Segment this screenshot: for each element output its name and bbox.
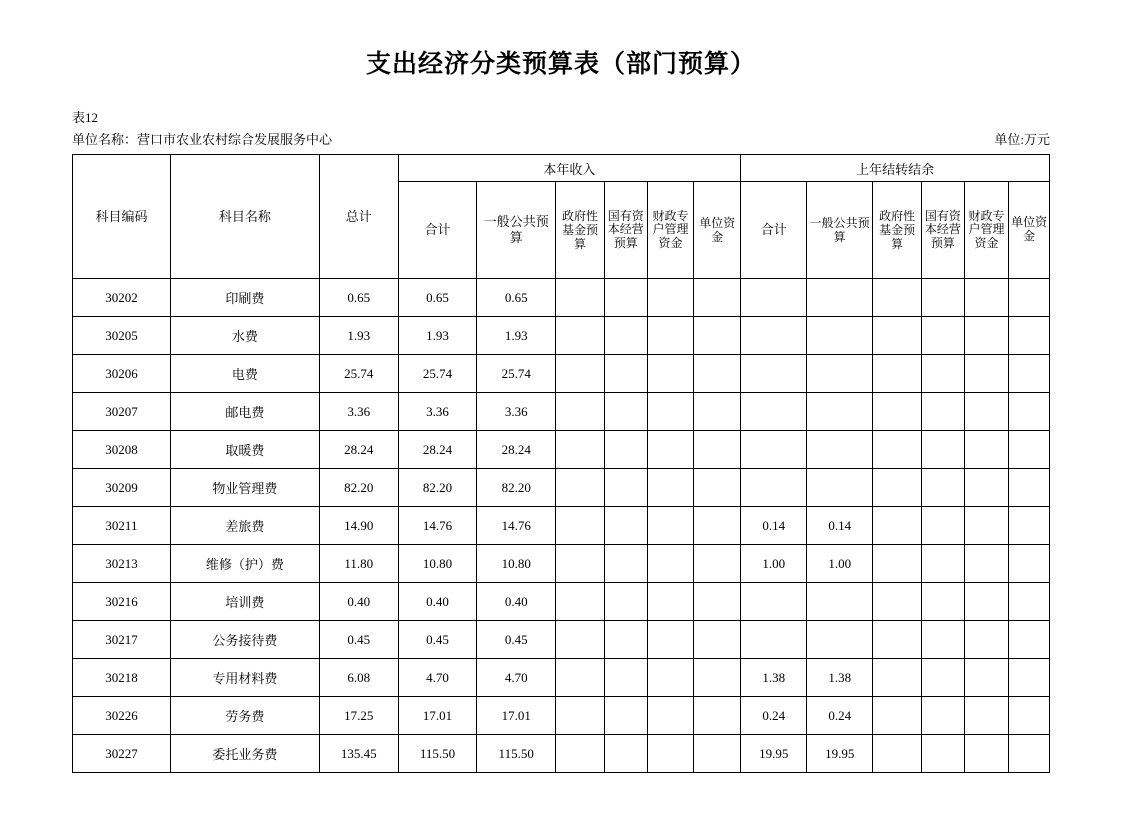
- cell-cy-gov-fund: [556, 431, 605, 469]
- cell-cy-sum: 82.20: [398, 469, 477, 507]
- cell-py-unit: [1009, 469, 1050, 507]
- cell-py-gov-fund: [873, 735, 922, 773]
- cell-total: 0.45: [319, 621, 398, 659]
- cell-cy-fin-special: [647, 355, 694, 393]
- table-row: [73, 317, 1050, 355]
- cell-cy-sum: 115.50: [398, 735, 477, 773]
- cell-py-fin-special: [964, 317, 1009, 355]
- cell-py-gov-fund: [873, 659, 922, 697]
- col-header-cy-general: 一般公共预算: [477, 182, 556, 279]
- cell-py-gov-fund: [873, 393, 922, 431]
- cell-py-gov-fund: [873, 431, 922, 469]
- cell-name: 专用材料费: [170, 659, 319, 697]
- document-meta: [72, 108, 1050, 150]
- cell-py-unit: [1009, 507, 1050, 545]
- cell-py-sum: [741, 355, 807, 393]
- cell-cy-unit: [694, 469, 741, 507]
- cell-cy-sum: 25.74: [398, 355, 477, 393]
- cell-cy-unit: [694, 317, 741, 355]
- cell-py-general: [807, 279, 873, 317]
- cell-cy-general: 82.20: [477, 469, 556, 507]
- cell-py-general: 0.14: [807, 507, 873, 545]
- cell-code: 30226: [73, 697, 171, 735]
- cell-py-fin-special: [964, 355, 1009, 393]
- cell-py-unit: [1009, 279, 1050, 317]
- col-header-py-general: 一般公共预算: [807, 182, 873, 279]
- cell-code: 30216: [73, 583, 171, 621]
- cell-cy-gov-fund: [556, 545, 605, 583]
- cell-total: 135.45: [319, 735, 398, 773]
- group-header-current-year-income: 本年收入: [398, 155, 741, 182]
- cell-total: 28.24: [319, 431, 398, 469]
- cell-py-soe-capital: [922, 545, 965, 583]
- cell-py-gov-fund: [873, 583, 922, 621]
- table-row: [73, 583, 1050, 621]
- cell-cy-soe-capital: [605, 659, 648, 697]
- cell-name: 委托业务费: [170, 735, 319, 773]
- cell-py-sum: 19.95: [741, 735, 807, 773]
- cell-code: 30205: [73, 317, 171, 355]
- table-row: [73, 735, 1050, 773]
- cell-cy-gov-fund: [556, 735, 605, 773]
- cell-cy-general: 17.01: [477, 697, 556, 735]
- cell-py-soe-capital: [922, 583, 965, 621]
- cell-cy-unit: [694, 621, 741, 659]
- cell-py-soe-capital: [922, 355, 965, 393]
- col-header-name: 科目名称: [170, 155, 319, 279]
- col-header-cy-soe-capital: 国有资本经营预算: [605, 182, 648, 279]
- table-row: [73, 621, 1050, 659]
- cell-cy-fin-special: [647, 659, 694, 697]
- cell-cy-gov-fund: [556, 469, 605, 507]
- cell-total: 82.20: [319, 469, 398, 507]
- cell-name: 维修（护）费: [170, 545, 319, 583]
- cell-cy-unit: [694, 583, 741, 621]
- col-header-py-fin-special: 财政专户管理资金: [964, 182, 1009, 279]
- cell-cy-general: 1.93: [477, 317, 556, 355]
- cell-cy-gov-fund: [556, 279, 605, 317]
- col-header-py-gov-fund: 政府性基金预算: [873, 182, 922, 279]
- cell-py-general: [807, 355, 873, 393]
- cell-cy-fin-special: [647, 735, 694, 773]
- cell-py-sum: [741, 583, 807, 621]
- cell-cy-sum: 17.01: [398, 697, 477, 735]
- cell-py-fin-special: [964, 735, 1009, 773]
- cell-py-unit: [1009, 659, 1050, 697]
- cell-cy-sum: 0.65: [398, 279, 477, 317]
- cell-code: 30206: [73, 355, 171, 393]
- cell-cy-unit: [694, 431, 741, 469]
- cell-cy-unit: [694, 697, 741, 735]
- cell-cy-fin-special: [647, 431, 694, 469]
- cell-name: 邮电费: [170, 393, 319, 431]
- cell-cy-unit: [694, 355, 741, 393]
- col-header-code: 科目编码: [73, 155, 171, 279]
- cell-py-sum: [741, 317, 807, 355]
- cell-code: 30202: [73, 279, 171, 317]
- cell-cy-soe-capital: [605, 545, 648, 583]
- cell-total: 3.36: [319, 393, 398, 431]
- cell-cy-unit: [694, 545, 741, 583]
- table-row: [73, 545, 1050, 583]
- table-number: 表12: [72, 110, 99, 125]
- table-row: [73, 431, 1050, 469]
- cell-py-sum: 0.14: [741, 507, 807, 545]
- cell-cy-gov-fund: [556, 507, 605, 545]
- cell-py-general: [807, 431, 873, 469]
- cell-name: 劳务费: [170, 697, 319, 735]
- cell-py-soe-capital: [922, 393, 965, 431]
- cell-name: 水费: [170, 317, 319, 355]
- cell-py-gov-fund: [873, 507, 922, 545]
- cell-cy-soe-capital: [605, 317, 648, 355]
- cell-total: 25.74: [319, 355, 398, 393]
- cell-py-general: [807, 469, 873, 507]
- cell-cy-gov-fund: [556, 583, 605, 621]
- col-header-py-sum: 合计: [741, 182, 807, 279]
- cell-cy-soe-capital: [605, 355, 648, 393]
- cell-cy-sum: 0.40: [398, 583, 477, 621]
- cell-code: 30218: [73, 659, 171, 697]
- cell-cy-gov-fund: [556, 697, 605, 735]
- cell-cy-general: 25.74: [477, 355, 556, 393]
- cell-py-fin-special: [964, 659, 1009, 697]
- col-header-py-soe-capital: 国有资本经营预算: [922, 182, 965, 279]
- cell-py-soe-capital: [922, 317, 965, 355]
- cell-cy-unit: [694, 279, 741, 317]
- cell-py-general: [807, 317, 873, 355]
- cell-py-sum: [741, 621, 807, 659]
- cell-py-unit: [1009, 545, 1050, 583]
- cell-py-sum: [741, 279, 807, 317]
- cell-py-unit: [1009, 583, 1050, 621]
- cell-cy-general: 14.76: [477, 507, 556, 545]
- cell-py-unit: [1009, 431, 1050, 469]
- cell-name: 取暖费: [170, 431, 319, 469]
- document-page: [0, 44, 1122, 837]
- cell-py-unit: [1009, 621, 1050, 659]
- cell-cy-fin-special: [647, 545, 694, 583]
- cell-py-general: [807, 393, 873, 431]
- cell-py-soe-capital: [922, 697, 965, 735]
- cell-name: 电费: [170, 355, 319, 393]
- cell-cy-soe-capital: [605, 393, 648, 431]
- cell-py-unit: [1009, 697, 1050, 735]
- cell-py-general: 1.38: [807, 659, 873, 697]
- table-header: [73, 155, 1050, 279]
- cell-total: 6.08: [319, 659, 398, 697]
- cell-cy-general: 3.36: [477, 393, 556, 431]
- cell-cy-general: 0.40: [477, 583, 556, 621]
- cell-py-soe-capital: [922, 507, 965, 545]
- cell-name: 物业管理费: [170, 469, 319, 507]
- table-row: [73, 697, 1050, 735]
- cell-code: 30213: [73, 545, 171, 583]
- cell-py-sum: 0.24: [741, 697, 807, 735]
- cell-py-soe-capital: [922, 659, 965, 697]
- cell-code: 30207: [73, 393, 171, 431]
- cell-name: 差旅费: [170, 507, 319, 545]
- cell-cy-sum: 3.36: [398, 393, 477, 431]
- cell-cy-general: 0.45: [477, 621, 556, 659]
- cell-name: 公务接待费: [170, 621, 319, 659]
- cell-cy-soe-capital: [605, 583, 648, 621]
- cell-cy-fin-special: [647, 469, 694, 507]
- cell-py-general: 0.24: [807, 697, 873, 735]
- cell-code: 30217: [73, 621, 171, 659]
- cell-py-sum: [741, 393, 807, 431]
- cell-total: 0.65: [319, 279, 398, 317]
- cell-py-gov-fund: [873, 355, 922, 393]
- cell-py-unit: [1009, 355, 1050, 393]
- cell-py-general: [807, 621, 873, 659]
- cell-py-gov-fund: [873, 697, 922, 735]
- cell-cy-general: 0.65: [477, 279, 556, 317]
- cell-cy-gov-fund: [556, 393, 605, 431]
- cell-py-fin-special: [964, 697, 1009, 735]
- cell-cy-sum: 10.80: [398, 545, 477, 583]
- cell-py-general: 19.95: [807, 735, 873, 773]
- cell-cy-gov-fund: [556, 621, 605, 659]
- cell-py-soe-capital: [922, 431, 965, 469]
- cell-cy-general: 10.80: [477, 545, 556, 583]
- cell-cy-unit: [694, 507, 741, 545]
- cell-cy-sum: 4.70: [398, 659, 477, 697]
- cell-cy-sum: 28.24: [398, 431, 477, 469]
- col-header-cy-gov-fund: 政府性基金预算: [556, 182, 605, 279]
- cell-cy-unit: [694, 659, 741, 697]
- cell-py-fin-special: [964, 621, 1009, 659]
- cell-cy-fin-special: [647, 393, 694, 431]
- cell-py-gov-fund: [873, 317, 922, 355]
- cell-cy-fin-special: [647, 621, 694, 659]
- cell-cy-soe-capital: [605, 735, 648, 773]
- cell-py-sum: [741, 431, 807, 469]
- cell-py-gov-fund: [873, 621, 922, 659]
- table-row: [73, 507, 1050, 545]
- cell-py-unit: [1009, 317, 1050, 355]
- cell-total: 1.93: [319, 317, 398, 355]
- cell-py-sum: [741, 469, 807, 507]
- cell-cy-sum: 0.45: [398, 621, 477, 659]
- cell-code: 30208: [73, 431, 171, 469]
- cell-cy-gov-fund: [556, 659, 605, 697]
- group-header-prior-year-carryover: 上年结转结余: [741, 155, 1050, 182]
- table-row: [73, 659, 1050, 697]
- cell-py-sum: 1.00: [741, 545, 807, 583]
- cell-total: 11.80: [319, 545, 398, 583]
- cell-cy-fin-special: [647, 279, 694, 317]
- cell-py-gov-fund: [873, 279, 922, 317]
- col-header-cy-unit: 单位资金: [694, 182, 741, 279]
- cell-py-fin-special: [964, 469, 1009, 507]
- cell-py-soe-capital: [922, 469, 965, 507]
- col-header-cy-fin-special: 财政专户管理资金: [647, 182, 694, 279]
- cell-cy-soe-capital: [605, 697, 648, 735]
- cell-py-general: [807, 583, 873, 621]
- cell-py-unit: [1009, 393, 1050, 431]
- cell-cy-general: 115.50: [477, 735, 556, 773]
- cell-py-gov-fund: [873, 545, 922, 583]
- cell-cy-soe-capital: [605, 431, 648, 469]
- cell-py-fin-special: [964, 393, 1009, 431]
- cell-total: 14.90: [319, 507, 398, 545]
- cell-py-general: 1.00: [807, 545, 873, 583]
- cell-cy-general: 28.24: [477, 431, 556, 469]
- cell-cy-fin-special: [647, 507, 694, 545]
- table-body: [73, 279, 1050, 773]
- cell-py-soe-capital: [922, 735, 965, 773]
- unit-name-value: 营口市农业农村综合发展服务中心: [137, 132, 333, 148]
- cell-py-unit: [1009, 735, 1050, 773]
- cell-cy-soe-capital: [605, 507, 648, 545]
- cell-cy-soe-capital: [605, 469, 648, 507]
- cell-cy-general: 4.70: [477, 659, 556, 697]
- cell-cy-sum: 14.76: [398, 507, 477, 545]
- cell-py-gov-fund: [873, 469, 922, 507]
- cell-total: 17.25: [319, 697, 398, 735]
- table-row: [73, 469, 1050, 507]
- cell-py-fin-special: [964, 431, 1009, 469]
- cell-cy-sum: 1.93: [398, 317, 477, 355]
- cell-cy-unit: [694, 393, 741, 431]
- cell-total: 0.40: [319, 583, 398, 621]
- col-header-cy-sum: 合计: [398, 182, 477, 279]
- cell-cy-soe-capital: [605, 279, 648, 317]
- cell-py-soe-capital: [922, 621, 965, 659]
- col-header-total: 总计: [319, 155, 398, 279]
- cell-code: 30227: [73, 735, 171, 773]
- cell-code: 30211: [73, 507, 171, 545]
- cell-cy-unit: [694, 735, 741, 773]
- cell-py-fin-special: [964, 507, 1009, 545]
- cell-code: 30209: [73, 469, 171, 507]
- cell-cy-fin-special: [647, 317, 694, 355]
- table-row: [73, 279, 1050, 317]
- unit-name: [72, 130, 332, 150]
- cell-cy-gov-fund: [556, 355, 605, 393]
- budget-table: [72, 154, 1050, 773]
- cell-py-fin-special: [964, 279, 1009, 317]
- cell-cy-fin-special: [647, 583, 694, 621]
- col-header-py-unit: 单位资金: [1009, 182, 1050, 279]
- cell-cy-fin-special: [647, 697, 694, 735]
- table-row: [73, 393, 1050, 431]
- cell-cy-soe-capital: [605, 621, 648, 659]
- cell-cy-gov-fund: [556, 317, 605, 355]
- cell-name: 培训费: [170, 583, 319, 621]
- cell-py-fin-special: [964, 545, 1009, 583]
- cell-py-fin-special: [964, 583, 1009, 621]
- cell-py-sum: 1.38: [741, 659, 807, 697]
- cell-name: 印刷费: [170, 279, 319, 317]
- table-row: [73, 355, 1050, 393]
- unit-name-label: 单位名称：: [72, 132, 138, 148]
- cell-py-soe-capital: [922, 279, 965, 317]
- unit-measure: 单位:万元: [994, 132, 1050, 148]
- page-title: 支出经济分类预算表（部门预算）: [365, 51, 756, 78]
